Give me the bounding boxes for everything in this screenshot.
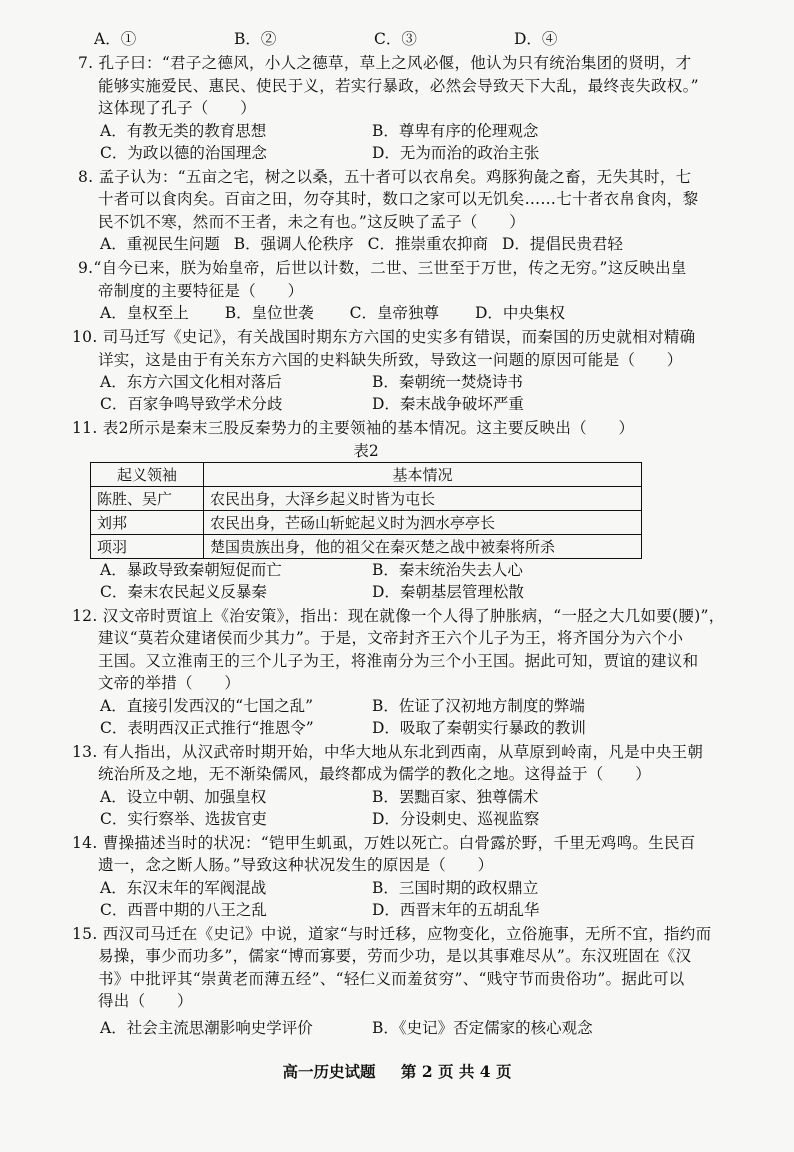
option: D．④ (514, 30, 558, 48)
page-footer (0, 1060, 794, 1082)
table-header: 起义领袖 (91, 462, 204, 486)
table-header-row (91, 462, 642, 486)
footer-page-number: 第 2 页 共 4 页 (400, 1062, 512, 1081)
option: C．推崇重农抑商 (367, 235, 488, 253)
option: B．三国时期的政权鼎立 (372, 878, 539, 897)
question-line: 这体现了孔子（ ） (98, 99, 257, 117)
question-line: 十者可以食肉矣。百亩之田，勿夺其时，数口之家可以无饥矣……七十者衣帛食肉，黎 (98, 190, 699, 208)
question-line: 15. 西汉司马迁在《史记》中说，道家“与时迁移，应物变化，立俗施事，无所不宜，指约而 (72, 924, 712, 943)
footer-title: 高一历史试题 (282, 1062, 376, 1081)
option: C．百家争鸣导致学术分歧 (100, 395, 283, 413)
option: C．皇帝独尊 (349, 304, 439, 322)
q7-options (100, 120, 748, 164)
option: C．表明西汉正式推行“推恩令” (100, 718, 314, 737)
table-cell: 刘邦 (91, 510, 204, 534)
question-line: 得出（ ） (98, 992, 193, 1010)
q15-options (100, 1017, 748, 1039)
option: D．中央集权 (474, 304, 565, 322)
q13-options (100, 786, 748, 830)
question-12 (72, 605, 748, 739)
q8-options (100, 233, 748, 255)
option: A．有教无类的教育思想 (100, 121, 267, 140)
table-cell: 项羽 (91, 534, 204, 558)
option: B．强调人伦秩序 (233, 235, 354, 253)
option: C．秦末农民起义反暴秦 (100, 582, 267, 601)
question-line: 14. 曹操描述当时的状况：“铠甲生虮虱，万姓以死亡。白骨露於野，千里无鸡鸣。生民百 (72, 833, 696, 852)
option: D．西晋末年的五胡乱华 (372, 900, 540, 919)
option: A．① (94, 30, 137, 48)
table-cell: 楚国贵族出身，他的祖父在秦灭楚之战中被秦将所杀 (204, 534, 642, 558)
option: C．③ (374, 30, 417, 48)
option: A．直接引发西汉的“七国之乱” (100, 696, 314, 715)
option: B．罢黜百家、独尊儒术 (372, 787, 539, 806)
question-line: 王国。又立淮南王的三个儿子为王，将淮南分为三个小王国。据此可知，贾谊的建议和 (98, 651, 699, 670)
question-8 (78, 166, 748, 256)
option: A．社会主流思潮影响史学评价 (100, 1018, 313, 1037)
option: D．秦末战争破坏严重 (372, 395, 524, 413)
option: B．秦朝统一焚烧诗书 (372, 373, 523, 391)
question-line: 易操，事少而功多”，儒家“博而寡要，劳而少功，是以其事难尽从”。东汉班固在《汉 (98, 947, 692, 965)
option: B．秦末统治失去人心 (372, 560, 523, 579)
question-line: 12. 汉文帝时贾谊上《治安策》，指出：现在就像一个人得了肿胀病，“一胫之大几如要(腰)”， (72, 606, 725, 625)
option: A．皇权至上 (100, 304, 189, 322)
q11-options (100, 559, 748, 603)
question-line: 11. 表2所示是秦末三股反秦势力的主要领袖的基本情况。这主要反映出（ ） (72, 419, 635, 437)
option: A．东汉末年的军阀混战 (100, 878, 267, 897)
option: D．无为而治的政治主张 (372, 143, 540, 162)
question-line: 8. 孟子认为：“五亩之宅，树之以桑，五十者可以衣帛矣。鸡豚狗彘之畜，无失其时，七 (78, 167, 692, 186)
q10-options (100, 371, 748, 415)
q9-options (100, 302, 748, 324)
option: D．提倡民贵君轻 (501, 235, 623, 253)
q6-options (94, 28, 748, 50)
q12-options (100, 695, 748, 739)
question-9 (78, 257, 748, 324)
option: A．暴政导致秦朝短促而亡 (100, 560, 282, 579)
question-line: 详实，这是由于有关东方六国的史料缺失所致，导致这一问题的原因可能是（ ） (98, 350, 683, 369)
question-10 (72, 326, 748, 415)
option: B．佐证了汉初地方制度的弊端 (372, 696, 585, 715)
question-line: 民不饥不寒，然而不王者，未之有也。”这反映了孟子（ ） (98, 212, 526, 231)
option: B．《史记》否定儒家的核心观念 (372, 1018, 593, 1037)
question-line: 统治所及之地，无不渐染儒风，最终都成为儒学的教化之地。这得益于（ ） (98, 765, 652, 783)
table-header: 基本情况 (204, 462, 642, 486)
question-line: 7. 孔子曰：“君子之德风，小人之德草，草上之风必偃，他认为只有统治集团的贤明，才 (78, 54, 692, 72)
option: D．秦朝基层管理松散 (372, 582, 524, 601)
option: C．西晋中期的八王之乱 (100, 900, 267, 919)
table-2 (90, 462, 642, 559)
table-row (91, 534, 642, 558)
option: B．皇位世袭 (224, 304, 314, 322)
table-cell: 农民出身，大泽乡起义时皆为屯长 (204, 486, 642, 510)
table-row (91, 510, 642, 534)
q14-options (100, 877, 748, 921)
option: A．东方六国文化相对落后 (100, 373, 282, 391)
question-line: 帝制度的主要特征是（ ） (98, 281, 304, 300)
option: C．为政以德的治国理念 (100, 143, 267, 162)
question-line: 13. 有人指出，从汉武帝时期开始，中华大地从东北到西南，从草原到岭南，凡是中央王朝 (72, 742, 704, 761)
option: D．分设刺史、巡视监察 (372, 809, 540, 828)
question-line: 10. 司马迁写《史记》，有关战国时期东方六国的史实多有错误，而秦国的历史就相对精确 (72, 328, 696, 346)
table-caption: 表2 (353, 441, 379, 460)
table-cell: 农民出身，芒砀山斩蛇起义时为泗水亭亭长 (204, 510, 642, 534)
question-15 (72, 923, 748, 1039)
question-line: 遗一，念之断人肠。”导致这种状况发生的原因是（ ） (98, 856, 494, 874)
question-line: 能够实施爱民、惠民、使民于义，若实行暴政，必然会导致天下大乱，最终丧失政权。” (98, 76, 699, 95)
option: A．重视民生问题 (100, 235, 220, 253)
question-line: 文帝的举措（ ） (98, 674, 241, 692)
question-13 (72, 741, 748, 830)
question-line: 书》中批评其“崇黄老而薄五经”、“轻仁义而羞贫穷”、“贱守节而贵俗功”。据此可以 (98, 969, 685, 988)
question-7 (78, 52, 748, 164)
question-line: 建议“莫若众建诸侯而少其力”。于是，文帝封齐王六个儿子为王，将齐国分为六个小 (98, 629, 684, 647)
option: B．② (234, 30, 277, 48)
question-line: 9.“自今已来，朕为始皇帝，后世以计数，二世、三世至于万世，传之无穷。”这反映出皇 (78, 259, 687, 277)
option: B．尊卑有序的伦理观念 (372, 121, 539, 140)
table-row (91, 486, 642, 510)
question-14 (72, 832, 748, 921)
option: C．实行察举、选拔官吏 (100, 809, 267, 828)
question-11 (72, 417, 748, 603)
table-cell: 陈胜、吴广 (91, 486, 204, 510)
option: A．设立中朝、加强皇权 (100, 787, 267, 806)
option: D．吸取了秦朝实行暴政的教训 (372, 718, 586, 737)
